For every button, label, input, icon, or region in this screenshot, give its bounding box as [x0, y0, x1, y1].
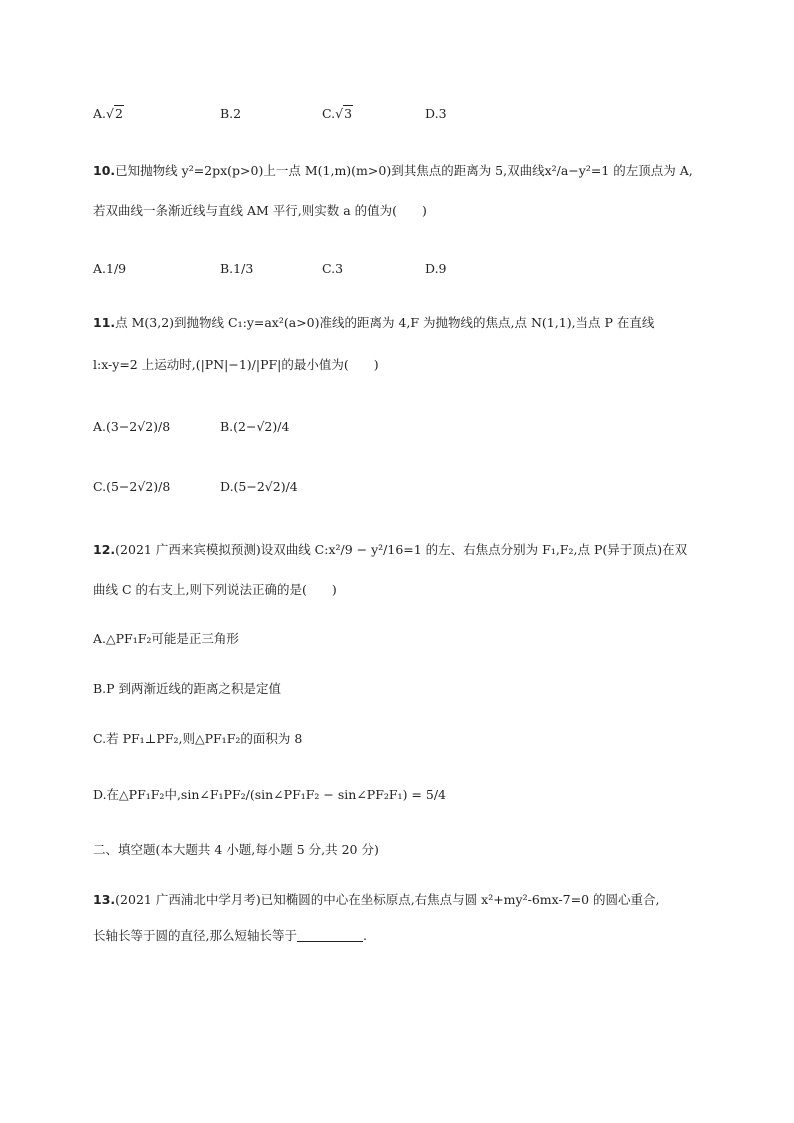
- q12-option-c: C.若 PF₁⊥PF₂,则△PF₁F₂的面积为 8: [93, 731, 303, 746]
- q10-option-c: C.3: [322, 261, 344, 276]
- q9-option-d-value: 3: [438, 106, 447, 121]
- q12-option-d: D.在△PF₁F₂中,sin∠F₁PF₂/(sin∠PF₁F₂ − sin∠PF₂F₁) = 5/4: [93, 787, 446, 802]
- section-heading: 二、填空题(本大题共 4 小题,每小题 5 分,共 20 分): [93, 842, 379, 857]
- q13-stem-line2: [93, 926, 367, 946]
- q9-option-b-label: B.: [220, 106, 234, 121]
- q9-option-b: [220, 104, 241, 124]
- q13-stem-end: .: [362, 928, 367, 943]
- q10-option-b: B.1/3: [220, 261, 254, 276]
- q12-stem-line1: [93, 540, 687, 560]
- sqrt-symbol: √2: [106, 106, 123, 121]
- answer-blank[interactable]: [297, 929, 363, 942]
- q10-option-d: D.9: [425, 261, 447, 276]
- q10-stem-line1-text: 已知抛物线 y²=2px(p>0)上一点 M(1,m)(m>0)到其焦点的距离为 5,双曲线x²/a−y²=1 的左顶点为 A,: [115, 163, 693, 178]
- q11-number: 11.: [93, 315, 116, 330]
- q11-stem-line1: [93, 313, 654, 333]
- q11-option-b: B.(2−√2)/4: [220, 419, 290, 434]
- sqrt-symbol: √3: [335, 106, 353, 121]
- q12-option-b: B.P 到两渐近线的距离之积是定值: [93, 681, 282, 696]
- q9-option-c: [322, 104, 353, 124]
- q10-stem-line1: [93, 161, 693, 181]
- q11-option-d: D.(5−2√2)/4: [220, 479, 298, 494]
- q9-option-b-value: 2: [233, 106, 242, 121]
- q10-number: 10.: [93, 163, 116, 178]
- q12-number: 12.: [93, 542, 116, 557]
- q11-stem-line1-text: 点 M(3,2)到抛物线 C₁:y=ax²(a>0)准线的距离为 4,F 为抛物线的焦点,点 N(1,1),当点 P 在直线: [115, 315, 655, 330]
- q11-option-c: C.(5−2√2)/8: [93, 479, 171, 494]
- q12-stem-line1-text: (2021 广西来宾模拟预测)设双曲线 C:x²/9 − y²/16=1 的左、右焦点分别为 F₁,F₂,点 P(异于顶点)在双: [115, 542, 688, 557]
- q11-option-a: A.(3−2√2)/8: [93, 419, 171, 434]
- q12-stem-line2: 曲线 C 的右支上,则下列说法正确的是( ): [93, 582, 337, 597]
- q9-option-d: [425, 104, 447, 124]
- q10-option-a: A.1/9: [93, 261, 127, 276]
- q12-option-a: A.△PF₁F₂可能是正三角形: [93, 631, 239, 646]
- q9-option-c-radicand: 3: [344, 106, 353, 121]
- q9-option-c-label: C.: [322, 106, 336, 121]
- q13-stem-line1: [93, 890, 660, 910]
- q13-stem-line2-text: 长轴长等于圆的直径,那么短轴长等于: [93, 928, 297, 943]
- q13-number: 13.: [93, 892, 116, 907]
- q11-stem-line2: l:x-y=2 上运动时,(|PN|−1)/|PF|的最小值为( ): [93, 357, 379, 372]
- q9-option-d-label: D.: [425, 106, 439, 121]
- q9-option-a-radicand: 2: [114, 106, 123, 121]
- q9-option-a: [93, 104, 124, 124]
- q9-option-a-label: A.: [93, 106, 107, 121]
- q13-stem-line1-text: (2021 广西浦北中学月考)已知椭圆的中心在坐标原点,右焦点与圆 x²+my²-6mx-7=0 的圆心重合,: [115, 892, 660, 907]
- q10-stem-line2: 若双曲线一条渐近线与直线 AM 平行,则实数 a 的值为( ): [93, 203, 427, 218]
